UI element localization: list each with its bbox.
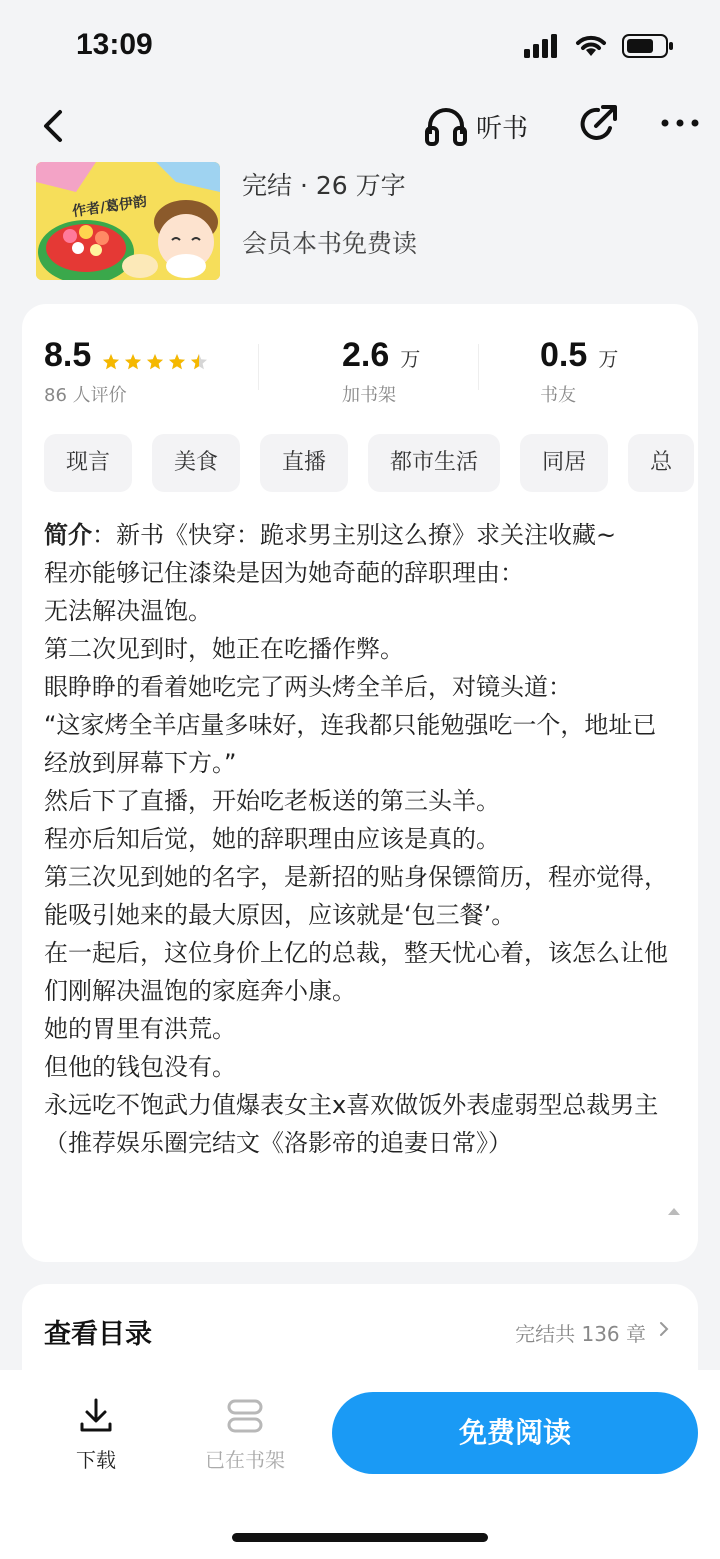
book-header — [0, 158, 720, 288]
chevron-left-icon — [36, 102, 72, 150]
shelf-stat — [342, 336, 420, 407]
headphones-icon — [424, 106, 468, 146]
cover-author-text: 作者/葛伊韵 — [71, 193, 149, 221]
share-button[interactable] — [576, 102, 620, 146]
tag-chip[interactable]: 美食 — [152, 434, 240, 492]
more-icon — [660, 108, 700, 138]
friends-unit: 万 — [598, 347, 619, 371]
caret-up-icon — [666, 1205, 682, 1217]
listen-label: 听书 — [476, 113, 529, 144]
cover-illustration — [36, 162, 220, 280]
rating-count: 86 人评价 — [44, 385, 127, 406]
bookshelf-icon — [225, 1396, 265, 1436]
star-icon — [146, 353, 164, 371]
listen-button[interactable] — [424, 100, 528, 152]
toc-chapter-count: 完结共 136 章 — [515, 1322, 646, 1346]
star-icon — [124, 353, 142, 371]
status-bar — [0, 0, 720, 96]
divider — [478, 344, 479, 390]
book-meta: 完结 · 26 万字 — [242, 171, 406, 200]
book-info-card — [22, 304, 698, 1262]
divider — [258, 344, 259, 390]
toc-card[interactable] — [22, 1284, 698, 1380]
tag-list — [44, 434, 698, 494]
tag-chip[interactable]: 同居 — [520, 434, 608, 492]
rating-value: 8.5 — [44, 336, 92, 374]
rating-stars — [102, 353, 208, 371]
back-button[interactable] — [36, 102, 72, 150]
friends-count: 0.5 — [540, 336, 588, 374]
share-icon — [576, 102, 620, 146]
friends-stat[interactable] — [540, 336, 618, 407]
tag-chip[interactable]: 都市生活 — [368, 434, 500, 492]
toc-title: 查看目录 — [44, 1319, 152, 1350]
on-shelf-button[interactable] — [190, 1396, 300, 1476]
tag-chip[interactable]: 现言 — [44, 434, 132, 492]
star-icon — [190, 353, 208, 371]
nav-bar — [0, 96, 720, 156]
status-time: 13:09 — [76, 28, 153, 61]
intro-label: 简介 — [44, 521, 92, 549]
status-icons — [524, 34, 674, 58]
shelf-unit: 万 — [400, 347, 421, 371]
free-read-button[interactable]: 免费阅读 — [332, 1392, 698, 1474]
book-cover[interactable] — [36, 162, 220, 280]
download-label: 下载 — [76, 1448, 116, 1472]
download-button[interactable] — [56, 1396, 136, 1476]
star-icon — [168, 353, 186, 371]
chevron-right-icon — [658, 1320, 670, 1338]
friends-label: 书友 — [540, 385, 576, 406]
rating-stat[interactable] — [44, 336, 208, 407]
signal-icon — [524, 34, 560, 58]
book-vip-text: 会员本书免费读 — [242, 229, 418, 258]
star-icon — [102, 353, 120, 371]
more-button[interactable] — [660, 108, 700, 138]
shelf-label: 加书架 — [342, 385, 396, 406]
tag-chip[interactable]: 直播 — [260, 434, 348, 492]
bottom-action-bar — [0, 1370, 720, 1559]
download-icon — [76, 1396, 116, 1436]
on-shelf-label: 已在书架 — [205, 1448, 285, 1472]
collapse-button[interactable] — [666, 1202, 682, 1214]
shelf-count: 2.6 — [342, 336, 390, 374]
home-indicator — [232, 1533, 488, 1542]
battery-icon — [622, 34, 674, 58]
tag-chip[interactable]: 总 — [628, 434, 694, 492]
intro-text: ：新书《快穿：跪求男主别这么撩》求关注收藏~ 程亦能够记住漆染是因为她奇葩的辞职理由： 无法解决温饱。 第二次见到时，她正在吃播作弊。 眼睁睁的看着她吃完了两头烤全羊后，对镜头道： “这家烤全羊店量多味好，连我都只能勉强吃一个，地址已经放到屏幕下方。” 然后下了直播，开始吃老板送的第三头羊。 程亦后知后觉，她的辞职理由应该是真的。 第三次见到她的名字，是新招的贴身保镖简历，程亦觉得，能吸引她来的最大原因，应该就是‘包三餐’。 在一起后，这位身价上亿的总裁，整天忧心着，该怎么让他们刚解决温饱的家庭奔小康。 她的胃里有洪荒。 但他的钱包没有。 永远吃不饱武力值爆表女主x喜欢做饭外表虚弱型总裁男主 （推荐娱乐圈完结文《洛影帝的追妻日常》） — [44, 521, 668, 1157]
book-intro[interactable] — [44, 516, 676, 1162]
wifi-icon — [574, 34, 608, 58]
